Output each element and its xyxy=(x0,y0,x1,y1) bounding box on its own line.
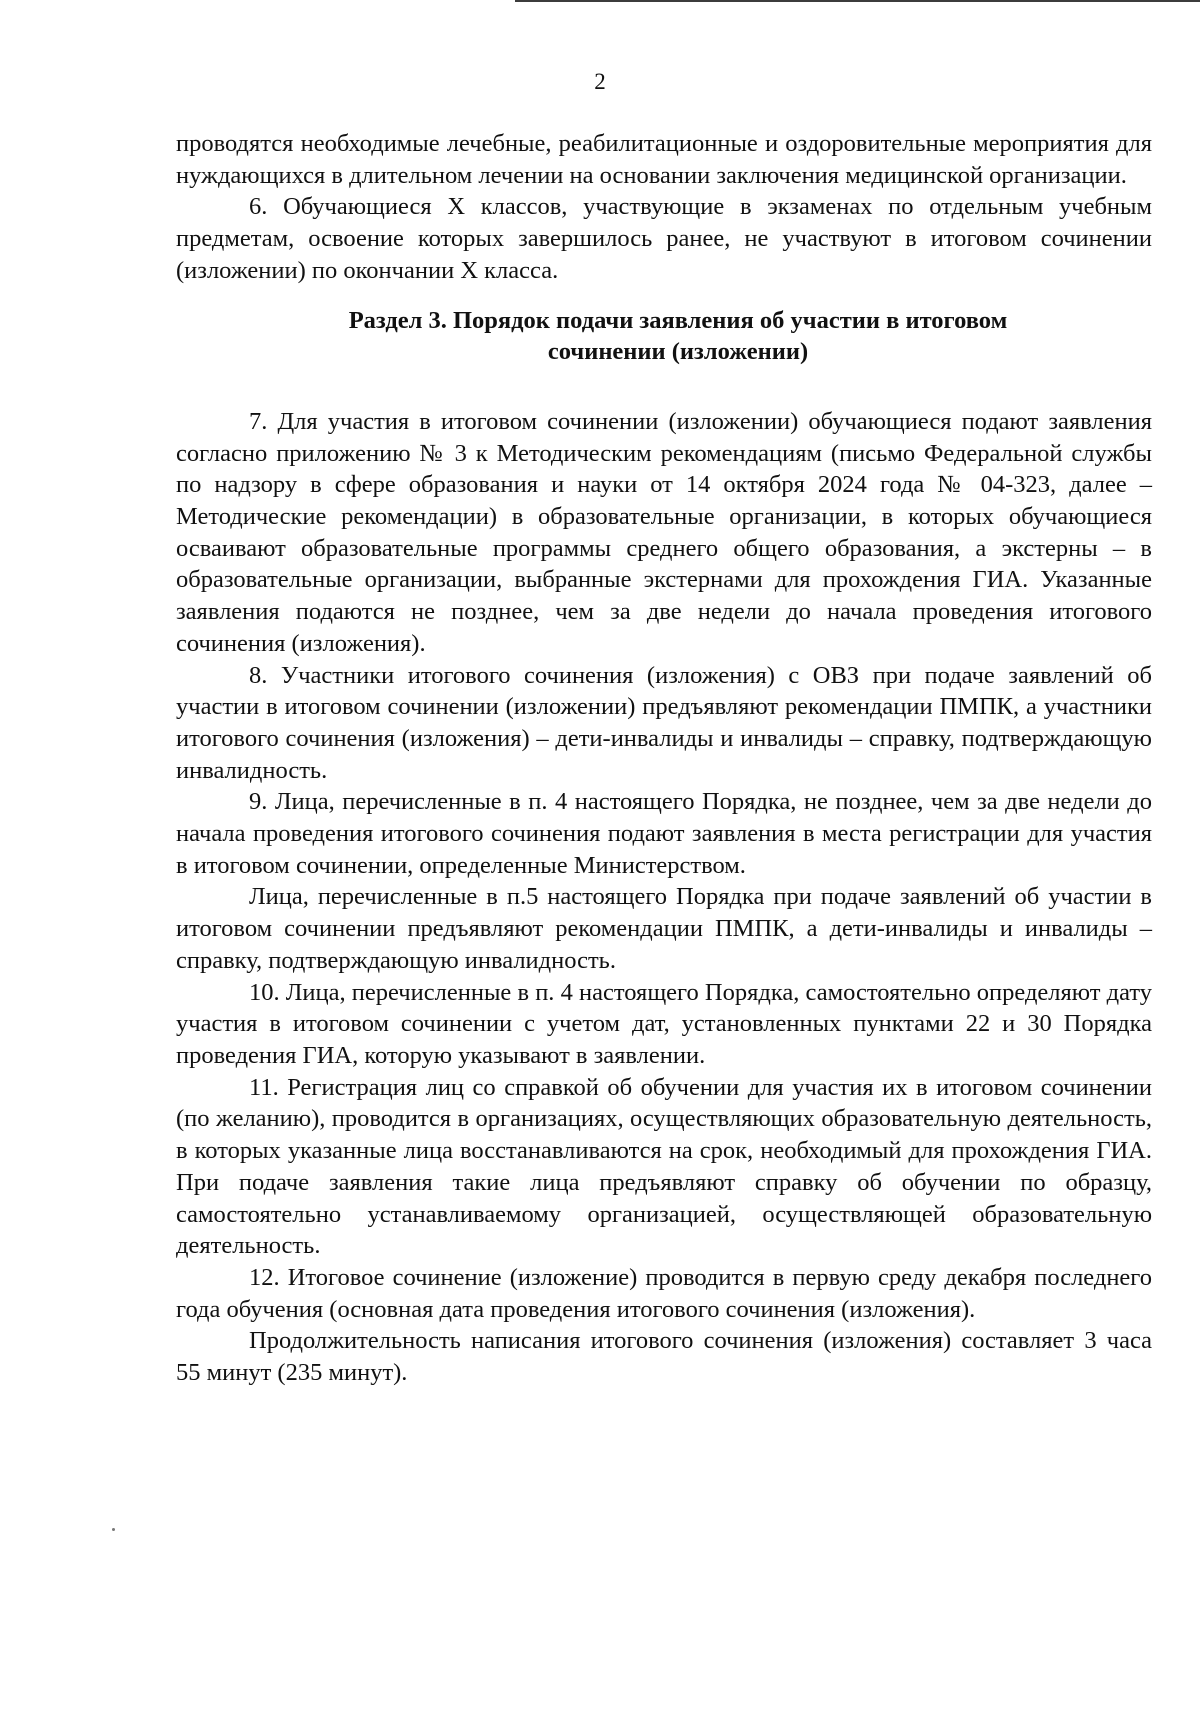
section-3-heading xyxy=(176,305,1152,368)
paragraph-11: 11. Регистрация лиц со справкой об обучении для участия их в итоговом сочинении (по желанию), проводится в организациях, осуществляющих образовательную деятельность, в которых указанные лица восстанавливаются на срок, необходимый для прохождения ГИА. При подаче заявления такие лица предъявляют справку об обучении по образцу, самостоятельно устанавливаемому организацией, осуществляющей образовательную деятельность. xyxy=(176,1073,1152,1260)
paragraph-12: 12. Итоговое сочинение (изложение) проводится в первую среду декабря последнего года обучения (основная дата проведения итогового сочинения (изложения). xyxy=(176,1263,1152,1323)
paragraph-9-continued: Лица, перечисленные в п.5 настоящего Порядка при подаче заявлений об участии в итоговом сочинении предъявляют рекомендации ПМПК, а дети-инвалиды и инвалиды – справку, подтверждающую инвалидность. xyxy=(176,883,1152,974)
paragraph-8: 8. Участники итогового сочинения (изложения) с ОВЗ при подаче заявлений об участии в итоговом сочинении (изложении) предъявляют рекомендации ПМПК, а участники итогового сочинения (изложения) – дети-инвалиды и инвалиды – справку, подтверждающую инвалидность. xyxy=(176,661,1152,784)
paragraph-6: 6. Обучающиеся X классов, участвующие в экзаменах по отдельным учебным предметам, освоение которых завершилось ранее, не участвуют в итоговом сочинении (изложении) по окончании X класса. xyxy=(176,193,1152,284)
scan-top-edge xyxy=(515,0,1200,2)
paragraph-12-duration: Продолжительность написания итогового сочинения (изложения) составляет 3 часа 55 минут (235 минут). xyxy=(176,1327,1152,1387)
section-3-heading-line-1: Раздел 3. Порядок подачи заявления об участии в итоговом xyxy=(348,306,1008,334)
page-number: 2 xyxy=(594,69,606,94)
paragraph-7: 7. Для участия в итоговом сочинении (изложении) обучающиеся подают заявления согласно приложению № 3 к Методическим рекомендациям (письмо Федеральной службы по надзору в сфере образования и науки от 14 октября 2024 года № 04-323, далее – Методические рекомендации) в образовательные организации, в которых обучающиеся осваивают образовательные программы среднего общего образования, а экстерны – в образовательные организации, выбранные экстернами для прохождения ГИА. Указанные заявления подаются не позднее, чем за две недели до начала проведения итогового сочинения (изложения). xyxy=(176,407,1152,657)
document-body xyxy=(176,128,1152,1389)
section-3-heading-line-2: сочинении (изложении) xyxy=(547,338,809,366)
paragraph-10: 10. Лица, перечисленные в п. 4 настоящего Порядка, самостоятельно определяют дату участия в итоговом сочинении с учетом дат, установленных пунктами 22 и 30 Порядка проведения ГИА, которую указывают в заявлении. xyxy=(176,978,1152,1069)
paragraph-9: 9. Лица, перечисленные в п. 4 настоящего Порядка, не позднее, чем за две недели до начала проведения итогового сочинения подают заявления в места регистрации для участия в итоговом сочинении, определенные Министерством. xyxy=(176,788,1152,879)
paragraph-continuation: проводятся необходимые лечебные, реабилитационные и оздоровительные мероприятия для нуждающихся в длительном лечении на основании заключения медицинской организации. xyxy=(176,130,1152,189)
scan-speck xyxy=(112,1528,115,1531)
